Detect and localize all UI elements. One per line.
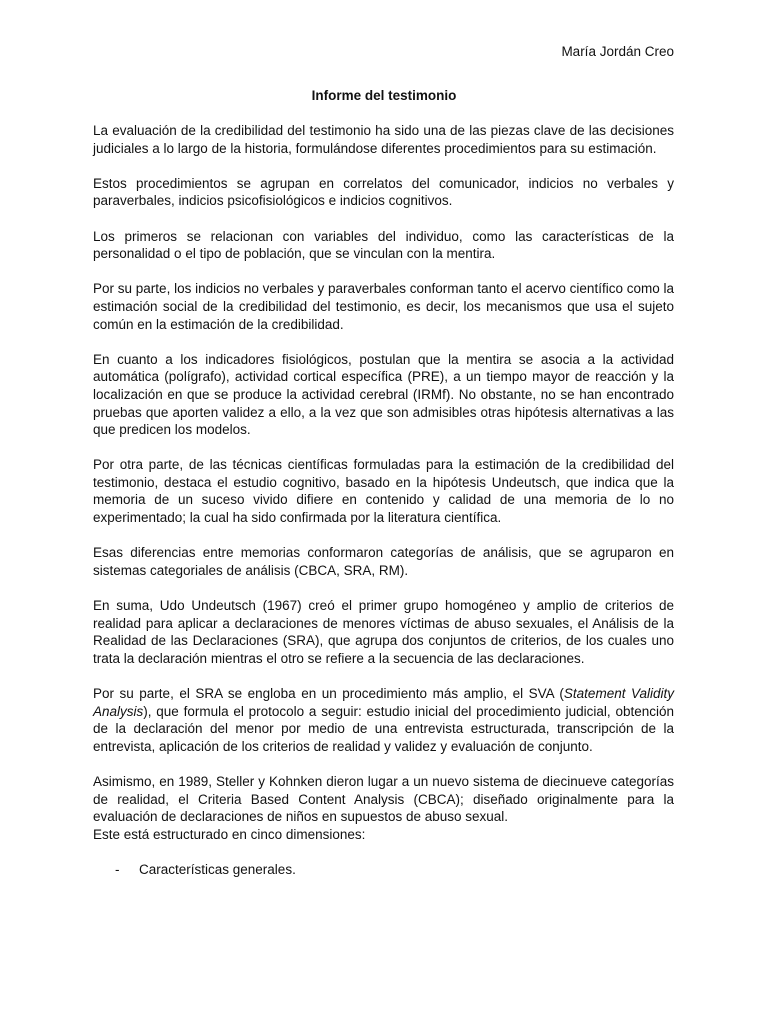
document-body bbox=[93, 122, 674, 879]
sva-text-before: Por su parte, el SRA se engloba en un procedimiento más amplio, el SVA ( bbox=[93, 686, 564, 701]
sva-text-after: ), que formula el protocolo a seguir: estudio inicial del procedimiento judicial, obtención de la declaración del menor por medio de una entrevista estructurada, transcripción de la entrevista, aplicación de los criterios de realidad y validez y evaluación de conjunto. bbox=[93, 703, 674, 754]
paragraph: Estos procedimientos se agrupan en correlatos del comunicador, indicios no verbales y paraverbales, indicios psicofisiológicos e indicios cognitivos. bbox=[93, 175, 674, 209]
paragraph: Por otra parte, de las técnicas científicas formuladas para la estimación de la credibilidad del testimonio, destaca el estudio cognitivo, basado en la hipótesis Undeutsch, que indica que la memoria de un suceso vivido difiere en contenido y calidad de una memoria de lo no experimentado; la cual ha sido confirmada por la literatura científica. bbox=[93, 457, 674, 526]
document-title: Informe del testimonio bbox=[311, 88, 457, 103]
paragraph: Los primeros se relacionan con variables del individuo, como las características de la personalidad o el tipo de población, que se vinculan con la mentira. bbox=[93, 228, 674, 262]
list-item bbox=[93, 861, 674, 879]
paragraph: En suma, Udo Undeutsch (1967) creó el primer grupo homogéneo y amplio de criterios de realidad para aplicar a declaraciones de menores víctimas de abuso sexuales, el Análisis de la Realidad de las Declaraciones (SRA), que agrupa dos conjuntos de criterios, de los cuales uno trata la declaración mientras el otro se refiere a la secuencia de las declaraciones. bbox=[93, 598, 674, 666]
list-item-text: Características generales. bbox=[139, 861, 296, 877]
author-name: María Jordán Creo bbox=[561, 44, 674, 59]
structure-line: Este está estructurado en cinco dimensiones: bbox=[93, 826, 366, 842]
paragraph: Por su parte, los indicios no verbales y paraverbales conforman tanto el acervo científico como la estimación social de la credibilidad del testimonio, es decir, los mecanismos que usa el sujeto común en la estimación de la credibilidad. bbox=[93, 281, 674, 332]
cbca-paragraph: Asimismo, en 1989, Steller y Kohnken dieron lugar a un nuevo sistema de diecinueve categorías de realidad, el Criteria Based Content Analysis (CBCA); diseñado originalmente para la evaluación de declaraciones de niños en supuestos de abuso sexual. bbox=[93, 773, 674, 825]
paragraph: La evaluación de la credibilidad del testimonio ha sido una de las piezas clave de las decisiones judiciales a lo largo de la historia, formulándose diferentes procedimientos para su estimación. bbox=[93, 123, 674, 156]
paragraph: Esas diferencias entre memorias conformaron categorías de análisis, que se agruparon en sistemas categoriales de análisis (CBCA, SRA, RM). bbox=[93, 545, 674, 578]
paragraph: En cuanto a los indicadores fisiológicos, postulan que la mentira se asocia a la actividad automática (polígrafo), actividad cortical específica (PRE), a un tiempo mayor de reacción y la localización en que se produce la actividad cerebral (IRMf). No obstante, no se han encontrado pruebas que aporten validez a ello, a la vez que son admisibles otras hipótesis alternativas a las que predicen los modelos. bbox=[93, 351, 674, 438]
list-bullet: - bbox=[115, 861, 120, 877]
sva-paragraph bbox=[93, 685, 674, 755]
dimension-list bbox=[93, 861, 674, 879]
sva-italic-term: Statement Validity Analysis bbox=[93, 686, 674, 719]
